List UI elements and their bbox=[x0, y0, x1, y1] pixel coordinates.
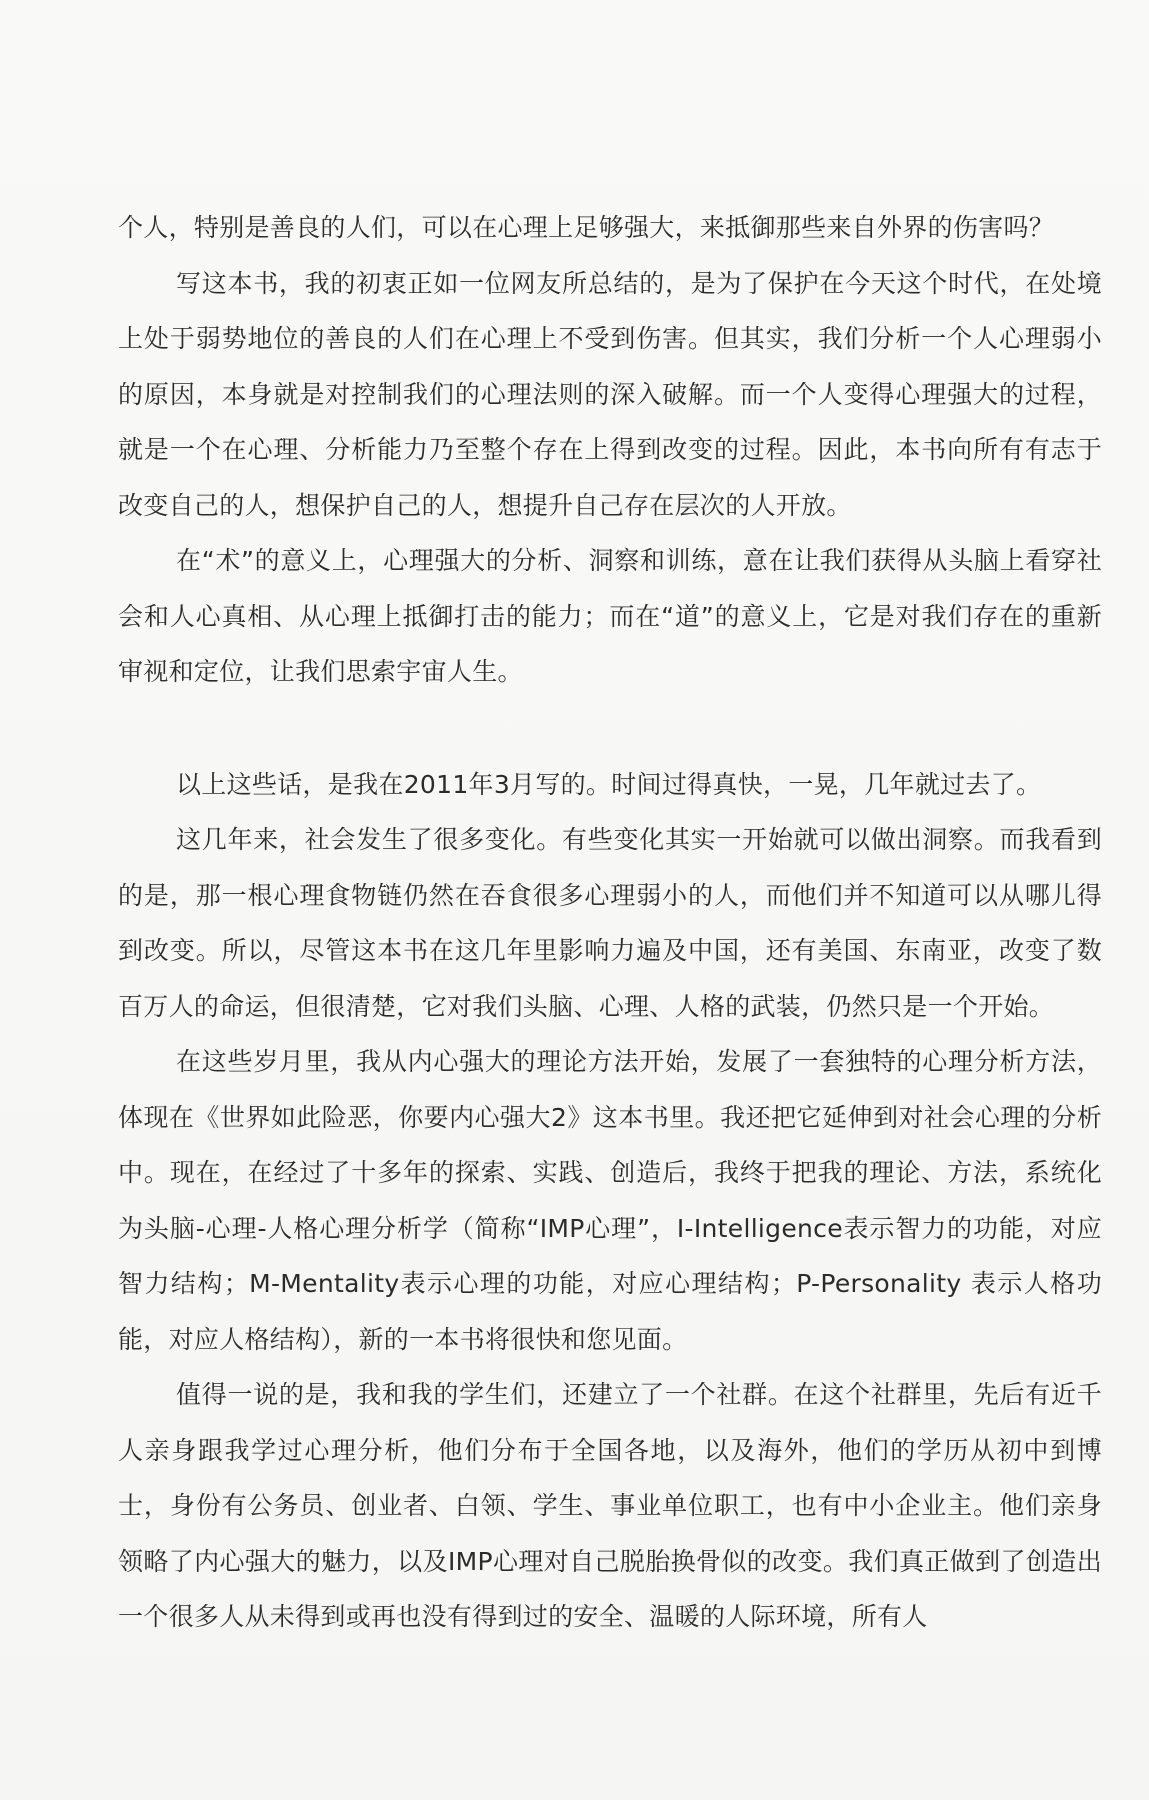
paragraph: 以上这些话，是我在2011年3月写的。时间过得真快，一晃，几年就过去了。 bbox=[176, 769, 1042, 799]
paragraph-continuation: 个人，特别是善良的人们，可以在心理上足够强大，来抵御那些来自外界的伤害吗？ bbox=[118, 213, 1055, 242]
paragraph: 写这本书，我的初衷正如一位网友所总结的，是为了保护在今天这个时代，在处境上处于弱势地位的善良的人们在心理上不受到伤害。但其实，我们分析一个人心理弱小的原因，本身就是对控制我们的心理法则的深入破解。而一个人变得心理强大的过程，就是一个在心理、分析能力乃至整个存在上得到改变的过程。因此，本书向所有有志于改变自己的人，想保护自己的人，想提升自己存在层次的人开放。 bbox=[118, 268, 1102, 520]
body-text bbox=[118, 200, 1102, 1645]
paragraph: 值得一说的是，我和我的学生们，还建立了一个社群。在这个社群里，先后有近千人亲身跟我学过心理分析，他们分布于全国各地，以及海外，他们的学历从初中到博士，身份有公务员、创业者、白领、学生、事业单位职工，也有中小企业主。他们亲身领略了内心强大的魅力，以及IMP心理对自己脱胎换骨似的改变。我们真正做到了创造出一个很多人从未得到或再也没有得到过的安全、温暖的人际环境，所有人 bbox=[118, 1380, 1102, 1631]
paragraph: 在这些岁月里，我从内心强大的理论方法开始，发展了一套独特的心理分析方法，体现在《世界如此险恶，你要内心强大2》这本书里。我还把它延伸到对社会心理的分析中。现在，在经过了十多年的探索、实践、创造后，我终于把我的理论、方法，系统化为头脑-心理-人格心理分析学（简称“IMP心理”，I-Intelligence表示智力的功能，对应智力结构；M-Mentality表示心理的功能，对应心理结构；P-Personality 表示人格功能，对应人格结构），新的一本书将很快和您见面。 bbox=[118, 1047, 1102, 1354]
paragraph: 这几年来，社会发生了很多变化。有些变化其实一开始就可以做出洞察。而我看到的是，那一根心理食物链仍然在吞食很多心理弱小的人，而他们并不知道可以从哪儿得到改变。所以，尽管这本书在这几年里影响力遍及中国，还有美国、东南亚，改变了数百万人的命运，但很清楚，它对我们头脑、心理、人格的武装，仍然只是一个开始。 bbox=[118, 825, 1102, 1021]
paragraph: 在“术”的意义上，心理强大的分析、洞察和训练，意在让我们获得从头脑上看穿社会和人心真相、从心理上抵御打击的能力；而在“道”的意义上，它是对我们存在的重新审视和定位，让我们思索宇宙人生。 bbox=[118, 546, 1102, 686]
section-break bbox=[118, 700, 1102, 757]
